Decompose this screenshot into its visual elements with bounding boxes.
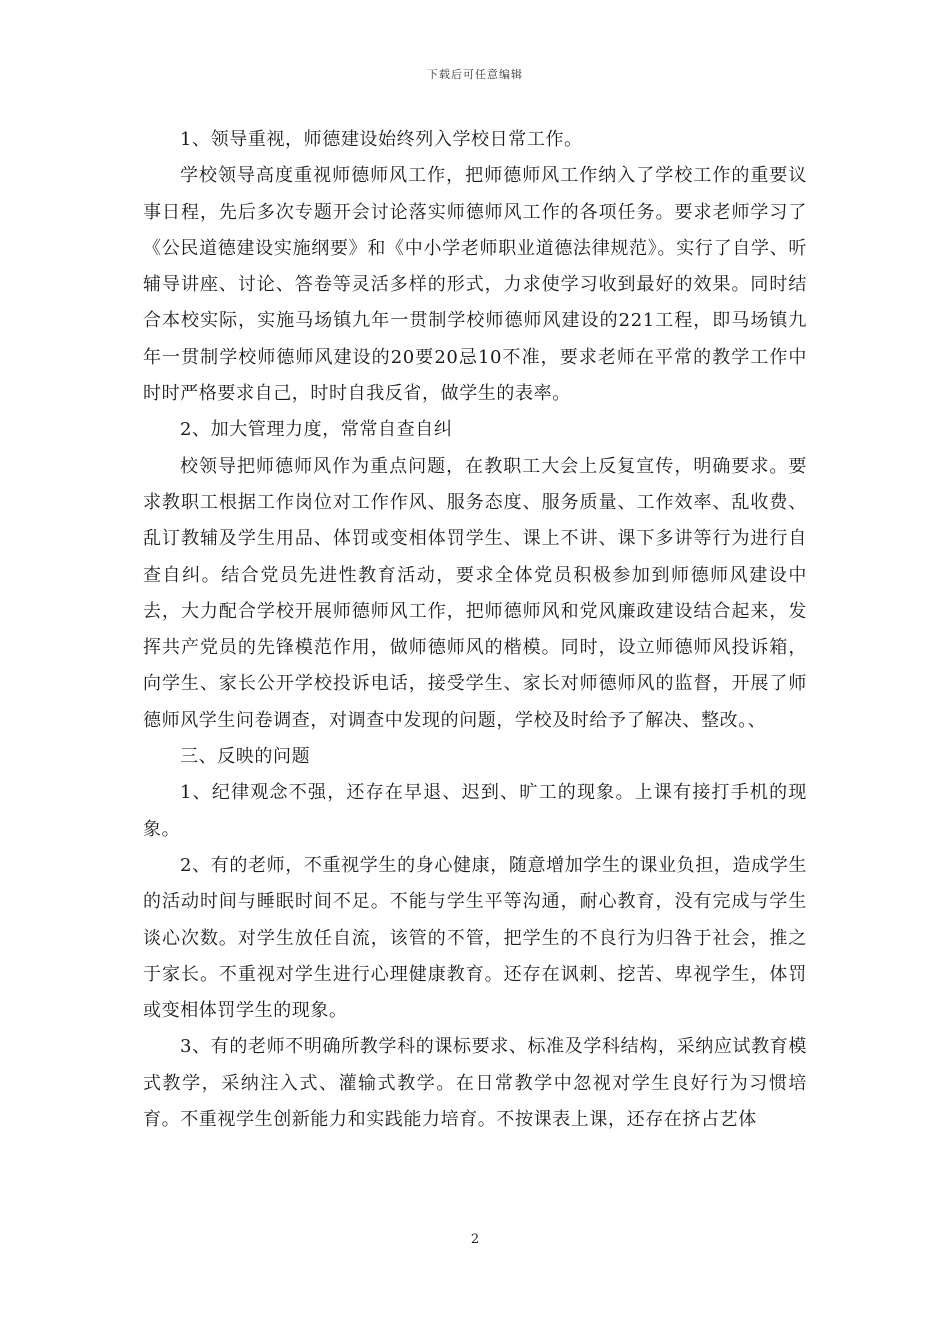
paragraph-6: 2、有的老师，不重视学生的身心健康，随意增加学生的课业负担，造成学生的活动时间与睡眠时间不足。不能与学生平等沟通，耐心教育，没有完成与学生谈心次数。对学生放任自流，该管的不管，把学生的不良行为归咎于社会，推之于家长。不重视对学生进行心理健康教育。还存在讽刺、挖苦、卑视学生，体罚或变相体罚学生的现象。: [143, 854, 807, 1022]
paragraph-2: 学校领导高度重视师德师风工作，把师德师风工作纳入了学校工作的重要议事日程，先后多次专题开会讨论落实师德师风工作的各项任务。要求老师学习了《公民道德建设实施纲要》和《中小学老师职业道德法律规范》。实行了自学、听辅导讲座、讨论、答卷等灵活多样的形式，力求使学习收到最好的效果。同时结合本校实际，实施马场镇九年一贯制学校师德师风建设的221工程，即马场镇九年一贯制学校师德师风建设的20要20忌10不准，要求老师在平常的教学工作中时时严格要求自己，时时自我反省，做学生的表率。: [143, 165, 807, 405]
paragraph-3: 2、加大管理力度，常常自查自纠: [180, 419, 453, 441]
paragraph-5: 1、纪律观念不强，还存在早退、迟到、旷工的现象。上课有接打手机的现象。: [143, 782, 807, 840]
page-number: 2: [470, 1232, 480, 1247]
paragraph-1: 1、领导重视，师德建设始终列入学校日常工作。: [180, 129, 583, 150]
section-heading: 三、反映的问题: [180, 746, 311, 768]
page-header: 下载后可任意编辑: [427, 68, 523, 81]
document-body: [143, 122, 807, 1138]
paragraph-7: 3、有的老师不明确所教学科的课标要求、标准及学科结构，采纳应试教育模式教学，采纳注入式、灌输式教学。在日常教学中忽视对学生良好行为习惯培育。不重视学生创新能力和实践能力培育。不按课表上课，还存在挤占艺体: [143, 1036, 807, 1131]
paragraph-4: 校领导把师德师风作为重点问题，在教职工大会上反复宣传，明确要求。要求教职工根据工作岗位对工作作风、服务态度、服务质量、工作效率、乱收费、乱订教辅及学生用品、体罚或变相体罚学生、课上不讲、课下多讲等行为进行自查自纠。结合党员先进性教育活动，要求全体党员积极参加到师德师风建设中去，大力配合学校开展师德师风工作，把师德师风和党风廉政建设结合起来，发挥共产党员的先锋模范作用，做师德师风的楷模。同时，设立师德师风投诉箱，向学生、家长公开学校投诉电话，接受学生、家长对师德师风的监督，开展了师德师风学生问卷调查，对调查中发现的问题，学校及时给予了解决、整改。、: [143, 455, 807, 731]
